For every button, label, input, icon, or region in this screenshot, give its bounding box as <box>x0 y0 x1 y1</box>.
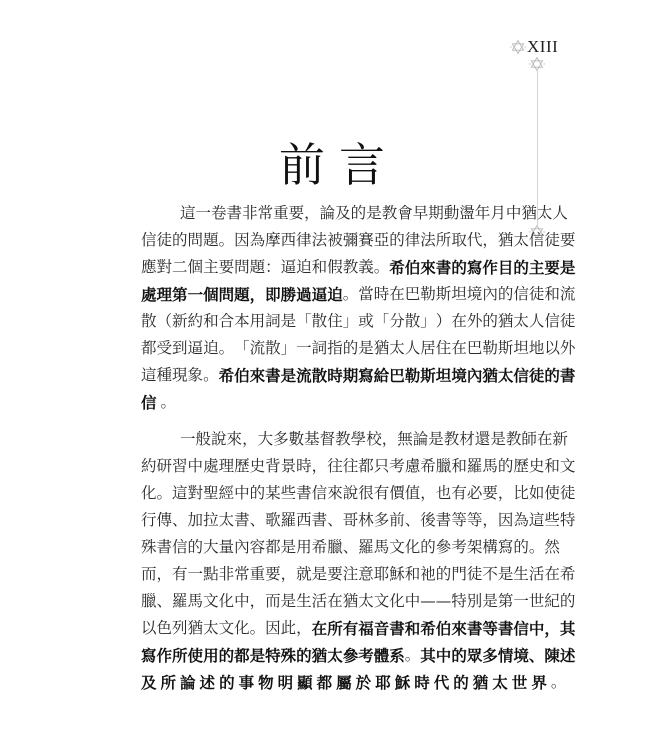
star-of-david-icon <box>510 39 526 55</box>
text-line: 約 研 習 中 處 理 歷 史 背 景 時 ， 往 往 都 只 考 慮 希 臘 和 羅 馬 的 歷 史 和 文 <box>141 457 576 475</box>
text-line: 而 ， 有 一 點 非 常 重 要 ， 就 是 要 注 意 耶 穌 和 祂 的 門 徒 不 是 生 活 在 希 <box>141 565 576 583</box>
text-line: 及 所 論 述 的 事 物 明 顯 都 屬 於 耶 穌 時 代 的 猶 太 世 界 。 <box>141 673 567 692</box>
text-line: 這 一 卷 書 非 常 重 要 ， 論 及 的 是 教 會 早 期 動 盪 年 月 中 猶 太 人 <box>180 204 568 222</box>
text-line: 化 。 這 對 聖 經 中 的 某 些 書 信 來 說 很 有 價 值 ， 也 有 必 要 ， 比 如 使 徒 <box>141 484 576 502</box>
paragraph <box>141 426 576 696</box>
text-line: 應 對 二 個 主 要 問 題 ： 逼 迫 和 假 教 義 。 希 伯 來 書 的 寫 作 目 的 主 要 是 <box>141 258 576 277</box>
text-line: 都 受 到 逼 迫 。 「 流 散 」 一 詞 指 的 是 猶 太 人 居 住 在 巴 勒 斯 坦 地 以 外 <box>141 339 576 357</box>
text-line: 一 般 說 來 ， 大 多 數 基 督 教 學 校 ， 無 論 是 教 材 還 是 教 師 在 新 <box>180 430 568 448</box>
text-line: 以 色 列 猶 太 文 化 。 因 此 ， 在 所 有 福 音 書 和 希 伯 來 書 等 書 信 中 ， 其 <box>141 619 576 638</box>
text-line: 處 理 第 一 個 問 題 ， 即 勝 過 逼 迫 。 當 時 在 巴 勒 斯 坦 境 內 的 信 徒 和 流 <box>141 285 576 304</box>
text-line: 臘 、 羅 馬 文 化 中 ， 而 是 生 活 在 猶 太 文 化 中 — — 特 別 是 第 一 世 紀 的 <box>141 592 576 610</box>
text-line: 這 種 現 象 。 希 伯 來 書 是 流 散 時 期 寫 給 巴 勒 斯 坦 境 內 猶 太 信 徒 的 書 <box>141 366 576 385</box>
page-number: XIII <box>527 37 559 56</box>
page-title: 前言 <box>279 137 399 192</box>
text-line: 寫 作 所 使 用 的 都 是 特 殊 的 猶 太 參 考 體 系 。 其 中 的 眾 多 情 境 、 陳 述 <box>141 646 576 665</box>
body-text <box>141 200 576 696</box>
paragraph <box>141 200 576 416</box>
text-line: 殊 書 信 的 大 量 內 容 都 是 用 希 臘 、 羅 馬 文 化 的 參 考 架 構 寫 的 。 然 <box>141 538 560 556</box>
text-line: 信 徒 的 問 題 。 因 為 摩 西 律 法 被 彌 賽 亞 的 律 法 所 取 代 ， 猶 太 信 徒 要 <box>141 231 576 249</box>
text-line: 散 （ 新 約 和 合 本 用 詞 是 「 散 住 」 或 「 分 散 」 ） 在 外 的 猶 太 人 信 徒 <box>141 312 576 330</box>
paragraph-gap <box>141 416 512 426</box>
text-line: 信 。 <box>141 393 177 412</box>
text-line: 行 傳 、 加 拉 太 書 、 歌 羅 西 書 、 哥 林 多 前 、 後 書 等 等 ， 因 為 這 些 特 <box>141 511 576 529</box>
